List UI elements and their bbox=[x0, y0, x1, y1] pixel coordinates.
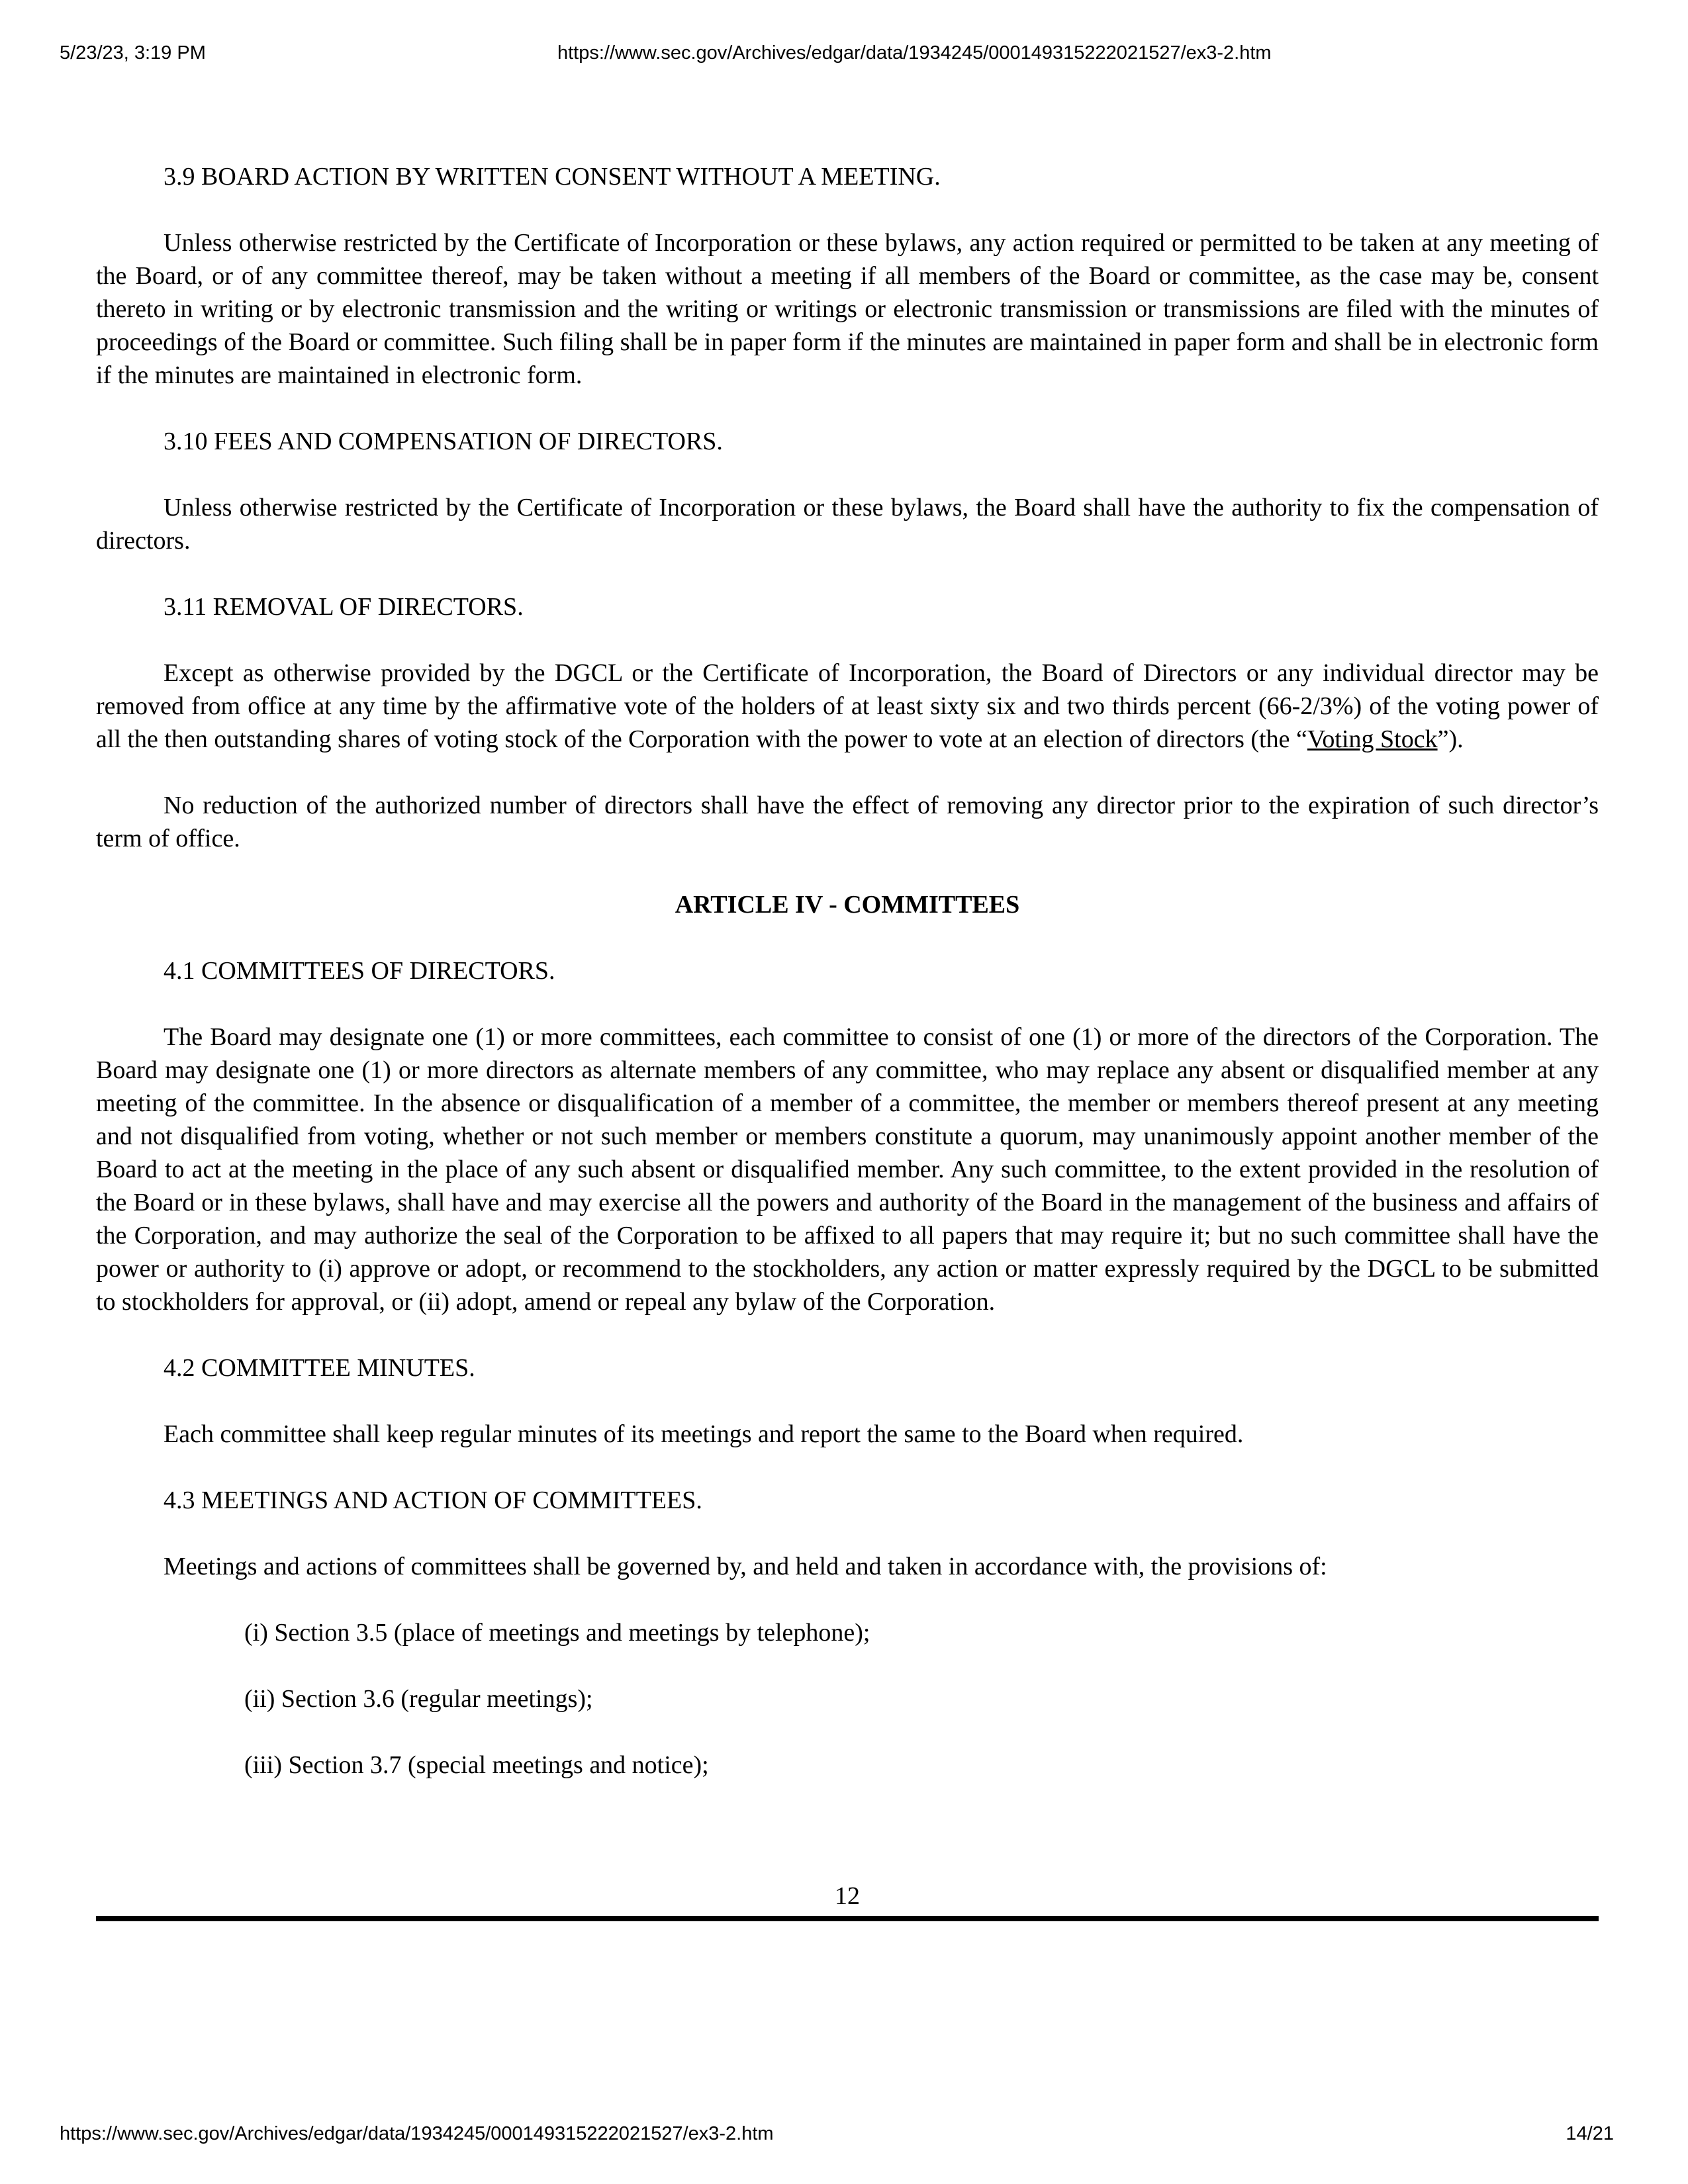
section-3-11-paragraph bbox=[96, 657, 1599, 756]
section-4-1-paragraph: The Board may designate one (1) or more committees, each committee to consist of one (1) or more of the directors of the Corporation. The Board may designate one (1) or more directors as alternate members of any committee, who may replace any absent or disqualified member at any meeting of the committee. In the absence or disqualification of a member of a committee, the member or members thereof present at any meeting and not disqualified from voting, whether or not such member or members constitute a quorum, may unanimously appoint another member of the Board to act at the meeting in the place of any such absent or disqualified member. Any such committee, to the extent provided in the resolution of the Board or in these bylaws, shall have and may exercise all the powers and authority of the Board in the management of the business and affairs of the Corporation, and may authorize the seal of the Corporation to be affixed to all papers that may require it; but no such committee shall have the power or authority to (i) approve or adopt, or recommend to the stockholders, any action or matter expressly required by the DGCL to be submitted to stockholders for approval, or (ii) adopt, amend or repeal any bylaw of the Corporation. bbox=[96, 1023, 1599, 1316]
print-header-url: https://www.sec.gov/Archives/edgar/data/1934245/000149315222021527/ex3-2.htm bbox=[557, 42, 1272, 64]
section-3-9-heading: 3.9 BOARD ACTION BY WRITTEN CONSENT WITHOUT A MEETING. bbox=[164, 163, 941, 191]
list-item: (i) Section 3.5 (place of meetings and meetings by telephone); bbox=[244, 1619, 870, 1647]
section-3-11-heading: 3.11 REMOVAL OF DIRECTORS. bbox=[164, 593, 524, 621]
section-4-3-paragraph: Meetings and actions of committees shall be governed by, and held and taken in accordance with, the provisions of: bbox=[164, 1553, 1327, 1580]
defined-term-voting-stock: Voting Stock bbox=[1307, 725, 1438, 753]
section-3-11-text-end: ”). bbox=[1437, 725, 1464, 753]
list-item: (ii) Section 3.6 (regular meetings); bbox=[244, 1685, 593, 1713]
section-3-10-paragraph: Unless otherwise restricted by the Certificate of Incorporation or these bylaws, the Board shall have the authority to fix the compensation of directors. bbox=[96, 494, 1599, 555]
section-4-3-heading: 4.3 MEETINGS AND ACTION OF COMMITTEES. bbox=[164, 1486, 702, 1514]
section-4-1-heading: 4.1 COMMITTEES OF DIRECTORS. bbox=[164, 957, 555, 985]
page-divider-rule bbox=[96, 1916, 1599, 1921]
section-3-11-paragraph-2: No reduction of the authorized number of directors shall have the effect of removing any director prior to the expiration of such director’s term of office. bbox=[96, 792, 1599, 852]
section-3-9-paragraph: Unless otherwise restricted by the Certificate of Incorporation or these bylaws, any action required or permitted to be taken at any meeting of the Board, or of any committee thereof, may be taken without a meeting if all members of the Board or committee, as the case may be, consent thereto in writing or by electronic transmission and the writing or writings or electronic transmission or transmissions are filed with the minutes of proceedings of the Board or committee. Such filing shall be in paper form if the minutes are maintained in paper form and shall be in electronic form if the minutes are maintained in electronic form. bbox=[96, 229, 1599, 389]
print-page-count: 14/21 bbox=[1566, 2123, 1614, 2144]
page-number: 12 bbox=[835, 1882, 860, 1910]
document-body bbox=[96, 160, 1599, 1815]
section-4-2-paragraph: Each committee shall keep regular minutes of its meetings and report the same to the Board when required. bbox=[164, 1420, 1244, 1448]
section-3-11-text-start: Except as otherwise provided by the DGCL or the Certificate of Incorporation, the Board of Directors or any individual director may be removed from office at any time by the affirmative vote of the holders of at least sixty six and two thirds percent (66-2/3%) of the voting power of all the then outstanding shares of voting stock of the Corporation with the power to vote at an election of directors (the “ bbox=[96, 659, 1599, 753]
list-item: (iii) Section 3.7 (special meetings and notice); bbox=[244, 1751, 709, 1779]
section-3-10-heading: 3.10 FEES AND COMPENSATION OF DIRECTORS. bbox=[164, 428, 723, 455]
section-4-2-heading: 4.2 COMMITTEE MINUTES. bbox=[164, 1354, 475, 1382]
print-datetime: 5/23/23, 3:19 PM bbox=[60, 42, 206, 64]
article-iv-title: ARTICLE IV - COMMITTEES bbox=[675, 891, 1020, 919]
print-footer-url: https://www.sec.gov/Archives/edgar/data/1934245/000149315222021527/ex3-2.htm bbox=[60, 2123, 774, 2144]
